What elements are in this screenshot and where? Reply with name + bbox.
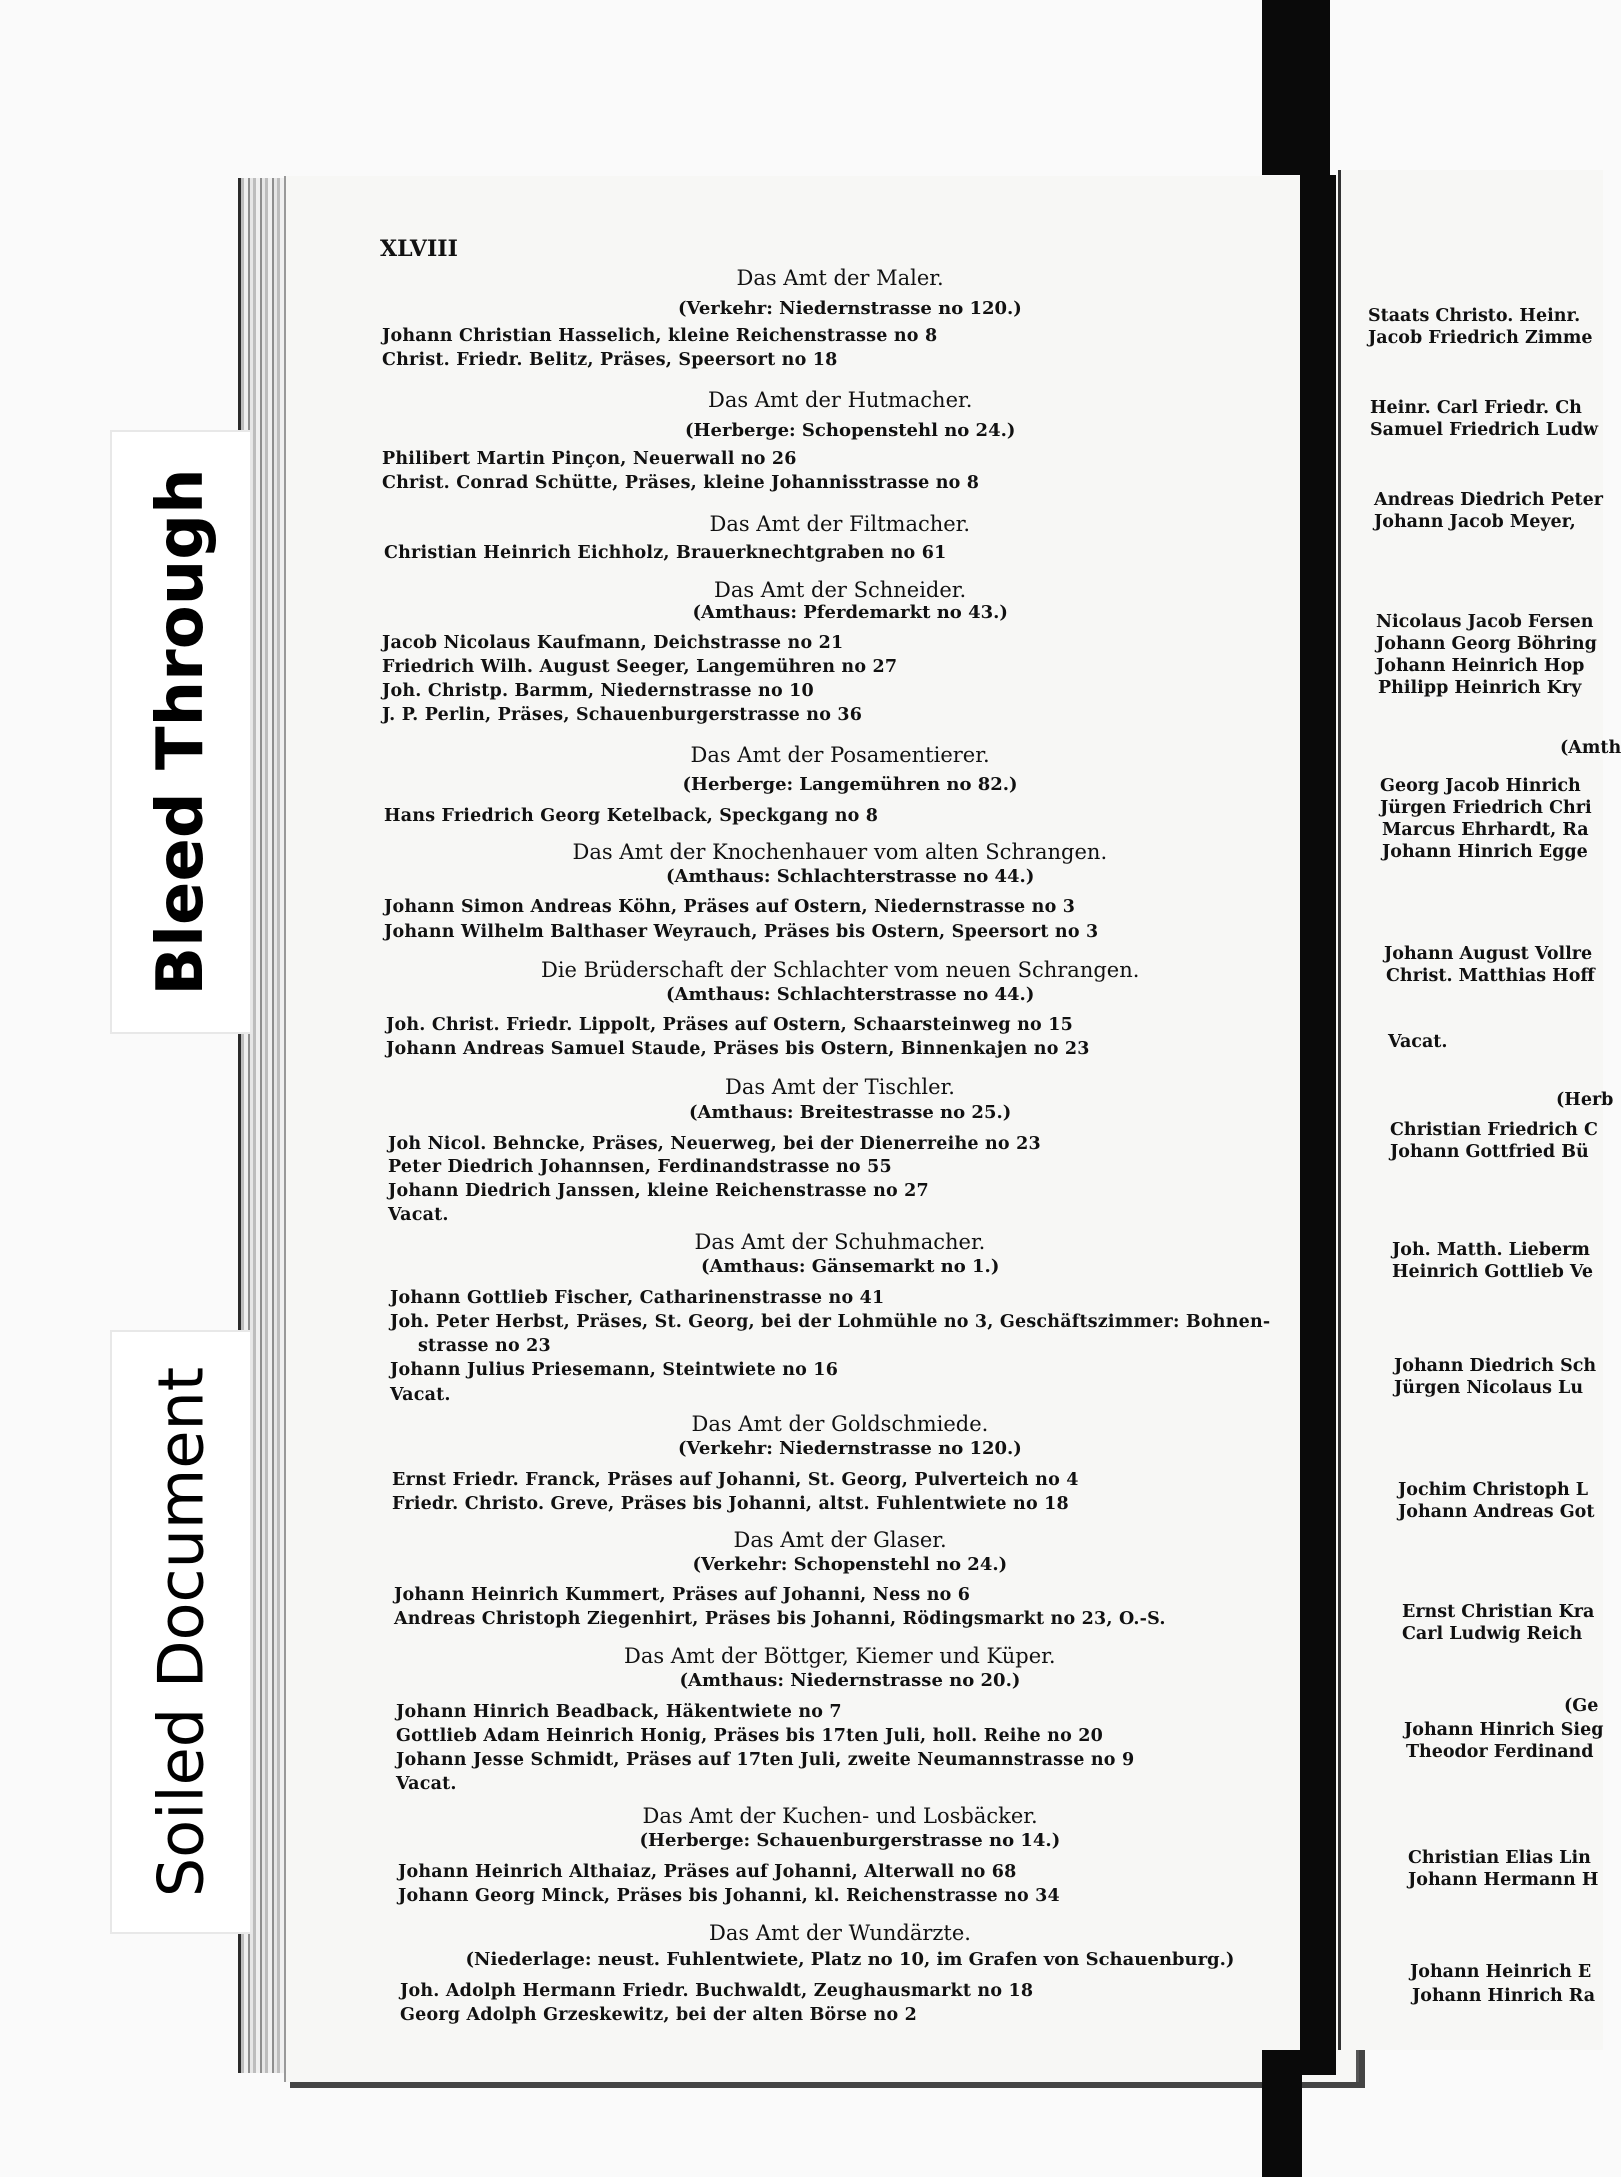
right-page-line: Joh. Matth. Lieberm <box>1392 1240 1590 1260</box>
bleed-through-text: Bleed Through <box>144 468 218 996</box>
section-title: Das Amt der Maler. <box>736 266 944 290</box>
section-subtitle: (Amthaus: Schlachterstrasse no 44.) <box>666 984 1035 1005</box>
right-page-line: Samuel Friedrich Ludw <box>1370 420 1599 440</box>
section-subtitle: (Amthaus: Pferdemarkt no 43.) <box>692 602 1008 623</box>
section-title: Das Amt der Hutmacher. <box>708 388 973 412</box>
right-page-line: Georg Jacob Hinrich <box>1380 776 1581 796</box>
bleed-through-label <box>110 430 252 1034</box>
right-page-line: Johann Jacob Meyer, <box>1374 512 1576 532</box>
right-page-line: Jürgen Nicolaus Lu <box>1394 1378 1584 1398</box>
section-title: Das Amt der Goldschmiede. <box>691 1412 989 1436</box>
guild-member-entry: Joh. Peter Herbst, Präses, St. Georg, bei der Lohmühle no 3, Geschäftszimmer: Bohnen- <box>390 1312 1271 1332</box>
right-page-line: Carl Ludwig Reich <box>1402 1624 1583 1644</box>
document-page-right <box>1338 170 1621 2050</box>
right-page-line: Nicolaus Jacob Fersen <box>1376 612 1594 632</box>
guild-member-entry: Johann Heinrich Althaiaz, Präses auf Johanni, Alterwall no 68 <box>398 1862 1017 1882</box>
section-subtitle: (Verkehr: Schopenstehl no 24.) <box>692 1554 1008 1575</box>
right-page-line: Johann Heinrich E <box>1410 1962 1592 1982</box>
soiled-document-text: Soiled Document <box>144 1366 218 1898</box>
guild-member-entry: Joh Nicol. Behncke, Präses, Neuerweg, bei der Dienerreihe no 23 <box>388 1134 1041 1154</box>
right-page-line: (Ge <box>1564 1696 1599 1716</box>
right-page-line: Johann Hinrich Sieg <box>1404 1720 1604 1740</box>
section-subtitle: (Herberge: Schauenburgerstrasse no 14.) <box>639 1830 1061 1851</box>
right-page-line: Christ. Matthias Hoff <box>1386 966 1595 986</box>
section-subtitle: (Amthaus: Gänsemarkt no 1.) <box>701 1256 1000 1277</box>
guild-member-entry: Johann Simon Andreas Köhn, Präses auf Ostern, Niedernstrasse no 3 <box>384 897 1076 917</box>
section-title: Das Amt der Filtmacher. <box>709 512 971 536</box>
right-page-line: Johann Andreas Got <box>1398 1502 1595 1522</box>
right-page-line: Vacat. <box>1388 1032 1448 1052</box>
guild-member-entry: Philibert Martin Pinçon, Neuerwall no 26 <box>382 449 797 469</box>
right-page-line: Johann Gottfried Bü <box>1390 1142 1589 1162</box>
right-page-line: Ernst Christian Kra <box>1402 1602 1595 1622</box>
guild-member-entry: Gottlieb Adam Heinrich Honig, Präses bis 17ten Juli, holl. Reihe no 20 <box>396 1726 1104 1746</box>
right-page-line: (Herb <box>1556 1090 1614 1110</box>
section-subtitle: (Verkehr: Niedernstrasse no 120.) <box>678 1438 1022 1459</box>
guild-member-entry: Johann Heinrich Kummert, Präses auf Johanni, Ness no 6 <box>394 1585 971 1605</box>
section-title: Das Amt der Schneider. <box>714 578 967 602</box>
right-page-line: Andreas Diedrich Peter <box>1374 490 1603 510</box>
right-page-line: Theodor Ferdinand <box>1406 1742 1594 1762</box>
section-title: Das Amt der Glaser. <box>733 1528 947 1552</box>
guild-member-entry: Ernst Friedr. Franck, Präses auf Johanni, St. Georg, Pulverteich no 4 <box>392 1470 1079 1490</box>
section-title: Das Amt der Posamentierer. <box>690 743 990 767</box>
guild-member-entry: Johann Andreas Samuel Staude, Präses bis Ostern, Binnenkajen no 23 <box>386 1039 1090 1059</box>
guild-member-entry: Christ. Conrad Schütte, Präses, kleine Johannisstrasse no 8 <box>382 473 980 493</box>
section-subtitle: (Amthaus: Niedernstrasse no 20.) <box>679 1670 1021 1691</box>
guild-member-entry: strasse no 23 <box>418 1336 551 1356</box>
section-title: Das Amt der Wundärzte. <box>709 1921 971 1945</box>
section-subtitle: (Herberge: Langemühren no 82.) <box>682 774 1018 795</box>
section-subtitle: (Amthaus: Schlachterstrasse no 44.) <box>666 866 1035 887</box>
guild-member-entry: Georg Adolph Grzeskewitz, bei der alten Börse no 2 <box>400 2005 917 2025</box>
right-page-line: Philipp Heinrich Kry <box>1378 678 1582 698</box>
guild-member-entry: Johann Georg Minck, Präses bis Johanni, kl. Reichenstrasse no 34 <box>398 1886 1060 1906</box>
guild-member-entry: Johann Christian Hasselich, kleine Reichenstrasse no 8 <box>382 326 938 346</box>
scanner-clamp <box>1300 175 1336 2075</box>
right-page-line: Heinrich Gottlieb Ve <box>1392 1262 1594 1282</box>
guild-member-entry: Joh. Adolph Hermann Friedr. Buchwaldt, Zeughausmarkt no 18 <box>400 1981 1034 2001</box>
guild-member-entry: Johann Wilhelm Balthaser Weyrauch, Präses bis Ostern, Speersort no 3 <box>384 922 1099 942</box>
scanner-clamp-bottom <box>1262 2050 1302 2177</box>
guild-member-entry: Andreas Christoph Ziegenhirt, Präses bis Johanni, Rödingsmarkt no 23, O.-S. <box>394 1609 1166 1629</box>
guild-member-entry: Vacat. <box>390 1385 451 1405</box>
section-title: Das Amt der Kuchen- und Losbäcker. <box>642 1804 1038 1828</box>
guild-member-entry: Hans Friedrich Georg Ketelback, Speckgang no 8 <box>384 806 879 826</box>
right-page-line: Jacob Friedrich Zimme <box>1368 328 1593 348</box>
guild-member-entry: Johann Julius Priesemann, Steintwiete no 16 <box>390 1360 839 1380</box>
soiled-document-label <box>110 1330 252 1934</box>
section-title: Das Amt der Tischler. <box>725 1075 955 1099</box>
right-page-line: Johann Georg Böhring <box>1376 634 1597 654</box>
page-number: XLVIII <box>380 236 458 262</box>
guild-member-entry: J. P. Perlin, Präses, Schauenburgerstrasse no 36 <box>382 705 863 725</box>
section-subtitle: (Amthaus: Breitestrasse no 25.) <box>689 1102 1012 1123</box>
guild-member-entry: Jacob Nicolaus Kaufmann, Deichstrasse no 21 <box>382 633 844 653</box>
right-page-line: Johann Hinrich Ra <box>1412 1986 1596 2006</box>
guild-member-entry: Peter Diedrich Johannsen, Ferdinandstrasse no 55 <box>388 1157 892 1177</box>
guild-member-entry: Johann Jesse Schmidt, Präses auf 17ten Juli, zweite Neumannstrasse no 9 <box>396 1750 1135 1770</box>
section-title: Die Brüderschaft der Schlachter vom neuen Schrangen. <box>541 958 1140 982</box>
right-page-line: Heinr. Carl Friedr. Ch <box>1370 398 1582 418</box>
right-page-line: Johann Hinrich Egge <box>1382 842 1588 862</box>
section-subtitle: (Niederlage: neust. Fuhlentwiete, Platz no 10, im Grafen von Schauenburg.) <box>465 1949 1235 1970</box>
guild-member-entry: Christ. Friedr. Belitz, Präses, Speersort no 18 <box>382 350 838 370</box>
section-title: Das Amt der Knochenhauer vom alten Schrangen. <box>572 840 1108 864</box>
right-page-line: Jochim Christoph L <box>1398 1480 1589 1500</box>
right-page-line: Johann Diedrich Sch <box>1394 1356 1597 1376</box>
guild-member-entry: Joh. Christ. Friedr. Lippolt, Präses auf Ostern, Schaarsteinweg no 15 <box>386 1015 1073 1035</box>
right-page-line: Johann August Vollre <box>1384 944 1593 964</box>
guild-member-entry: Friedr. Christo. Greve, Präses bis Johanni, altst. Fuhlentwiete no 18 <box>392 1494 1069 1514</box>
right-page-line: Marcus Ehrhardt, Ra <box>1382 820 1589 840</box>
guild-member-entry: Vacat. <box>396 1774 457 1794</box>
right-page-line: (Amth <box>1560 738 1621 758</box>
right-page-line: Johann Heinrich Hop <box>1376 656 1585 676</box>
right-page-line: Christian Friedrich C <box>1390 1120 1598 1140</box>
guild-member-entry: Johann Hinrich Beadback, Häkentwiete no 7 <box>396 1702 842 1722</box>
scanner-clamp-top <box>1262 0 1330 175</box>
right-page-line: Jürgen Friedrich Chri <box>1380 798 1592 818</box>
section-title: Das Amt der Schuhmacher. <box>694 1230 986 1254</box>
section-title: Das Amt der Böttger, Kiemer und Küper. <box>624 1644 1056 1668</box>
section-subtitle: (Verkehr: Niedernstrasse no 120.) <box>678 298 1022 319</box>
guild-member-entry: Vacat. <box>388 1205 449 1225</box>
right-page-line: Christian Elias Lin <box>1408 1848 1591 1868</box>
guild-member-entry: Johann Diedrich Janssen, kleine Reichenstrasse no 27 <box>388 1181 929 1201</box>
right-page-line: Staats Christo. Heinr. <box>1368 306 1581 326</box>
guild-member-entry: Christian Heinrich Eichholz, Brauerknechtgraben no 61 <box>384 543 947 563</box>
right-page-line: Johann Hermann H <box>1408 1870 1599 1890</box>
guild-member-entry: Friedrich Wilh. August Seeger, Langemühren no 27 <box>382 657 898 677</box>
guild-member-entry: Joh. Christp. Barmm, Niedernstrasse no 10 <box>382 681 814 701</box>
guild-member-entry: Johann Gottlieb Fischer, Catharinenstrasse no 41 <box>390 1288 885 1308</box>
section-subtitle: (Herberge: Schopenstehl no 24.) <box>685 420 1016 441</box>
